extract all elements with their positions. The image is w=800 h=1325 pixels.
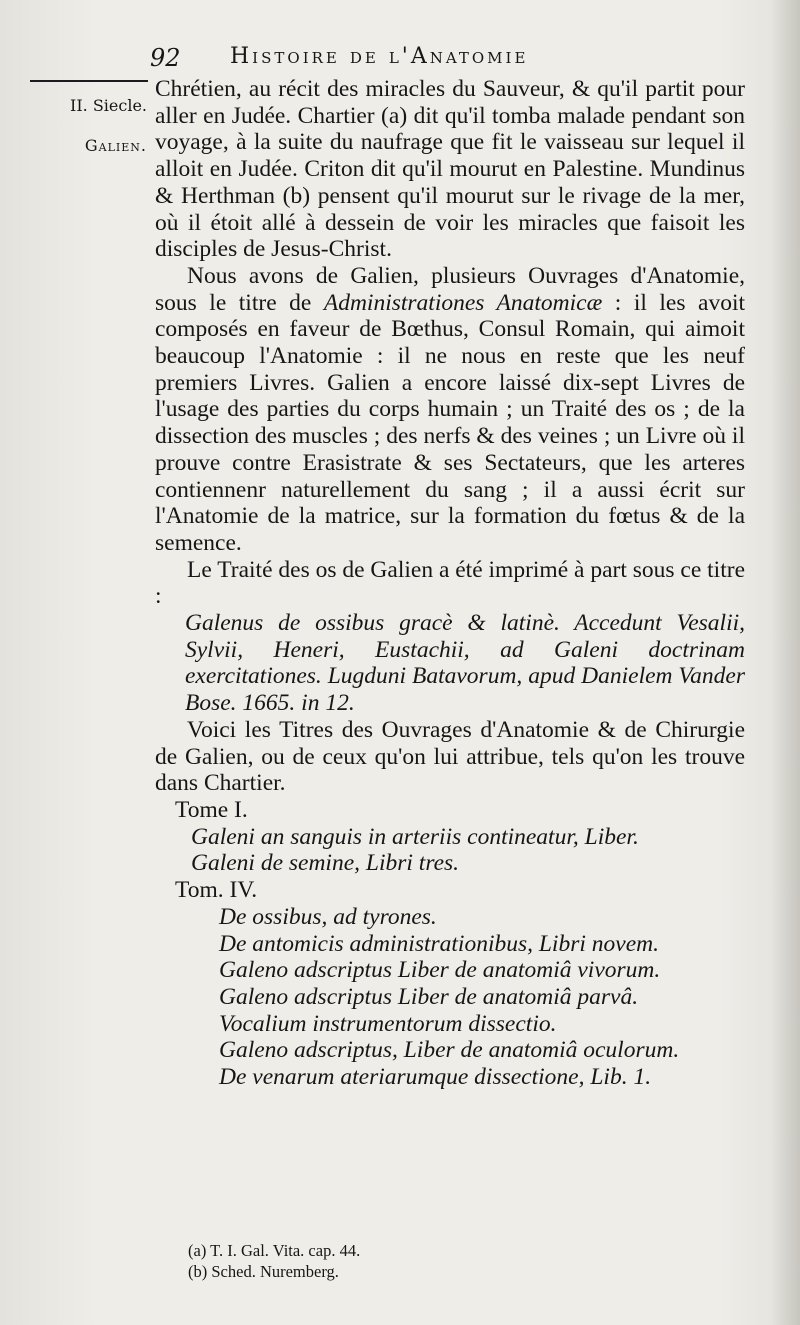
work-title: Administrationes Anatomicæ [323,289,603,316]
paragraph-treatise: Le Traité des os de Galien a été imprimé à part sous ce titre : [155,556,745,610]
list-item: De ossibus, ad tyrones. [219,903,437,930]
list-item: Galeni de semine, Libri tres. [191,850,460,877]
bibliographic-citation: Galenus de ossibus gracè & latinè. Accedunt Vesalii, Sylvii, Heneri, Eustachii, ad Galeni doctrinam exercitationes. Lugduni Batavorum, apud Danielem Vander Bose. 1665. in 12. [185,610,745,717]
paragraph-works-start: Nous avons de Galien, plusieurs Ouvrages d'Anatomie, sous le titre de [155,262,745,316]
page-edge-shadow [770,0,800,1325]
list-item: De antomicis administrationibus, Libri novem. [219,930,659,957]
list-item: Galeno adscriptus Liber de anatomiâ parvâ. [219,983,639,1010]
list-item: Vocalium instrumentorum dissectio. [219,1010,557,1037]
list-item: Galeno adscriptus, Liber de anatomiâ oculorum. [219,1037,680,1064]
paragraph-continuation: Chrétien, au récit des miracles du Sauveur, & qu'il partit pour aller en Judée. Chartier (a) dit qu'il tomba malade pendant son voyage, à la suite du naufrage que fit le vaisseau sur lequel il alloit en Judée. Criton dit qu'il mourut en Palestine. Mundinus & Herthman (b) pensent qu'il mourut sur le rivage de la mer, où il étoit allé à dessein de voir les miracles que faisoit les disciples de Jesus-Christ. [155,76,745,263]
footnotes [188,1240,588,1282]
list-item: Galeno adscriptus Liber de anatomiâ vivorum. [219,957,661,984]
page-header [150,42,770,78]
list-item: Galeni an sanguis in arteriis contineatur, Liber. [191,823,639,850]
paragraph-works [155,263,745,557]
running-title: Histoire de l'Anatomie [230,44,529,69]
page-number: 92 [150,44,181,72]
margin-rule [30,80,148,82]
footnote: (a) T. I. Gal. Vita. cap. 44. [188,1241,361,1260]
margin-note-author: Galien. [84,136,147,155]
footnote: (b) Sched. Nuremberg. [188,1262,339,1281]
tome-heading: Tome I. [175,796,248,823]
margin-note-century: II. Siecle. [70,96,147,115]
list-item: De venarum ateriarumque dissectione, Lib. 1. [219,1064,652,1091]
paragraph-titles: Voici les Titres des Ouvrages d'Anatomie & de Chirurgie de Galien, ou de ceux qu'on lui attribue, tels qu'on les trouve dans Chartier. [155,716,745,797]
paragraph-works-rest: : il les avoit composés en faveur de Bœthus, Consul Romain, qui aimoit beaucoup l'Anatomie : il ne nous en reste que les neuf premiers Livres. Galien a encore laissé dix-sept Livres de l'usage des parties du corps humain ; un Traité des os ; de la dissection des muscles ; des nerfs & des veines ; un Livre où il prouve contre Erasistrate & ses Sectateurs, que les arteres contiennenr naturellement du sang ; il a aussi écrit sur l'Anatomie de la matrice, sur la formation du fœtus & de la semence. [155,289,746,556]
tome-heading: Tom. IV. [175,877,258,904]
body-text [155,76,745,1091]
